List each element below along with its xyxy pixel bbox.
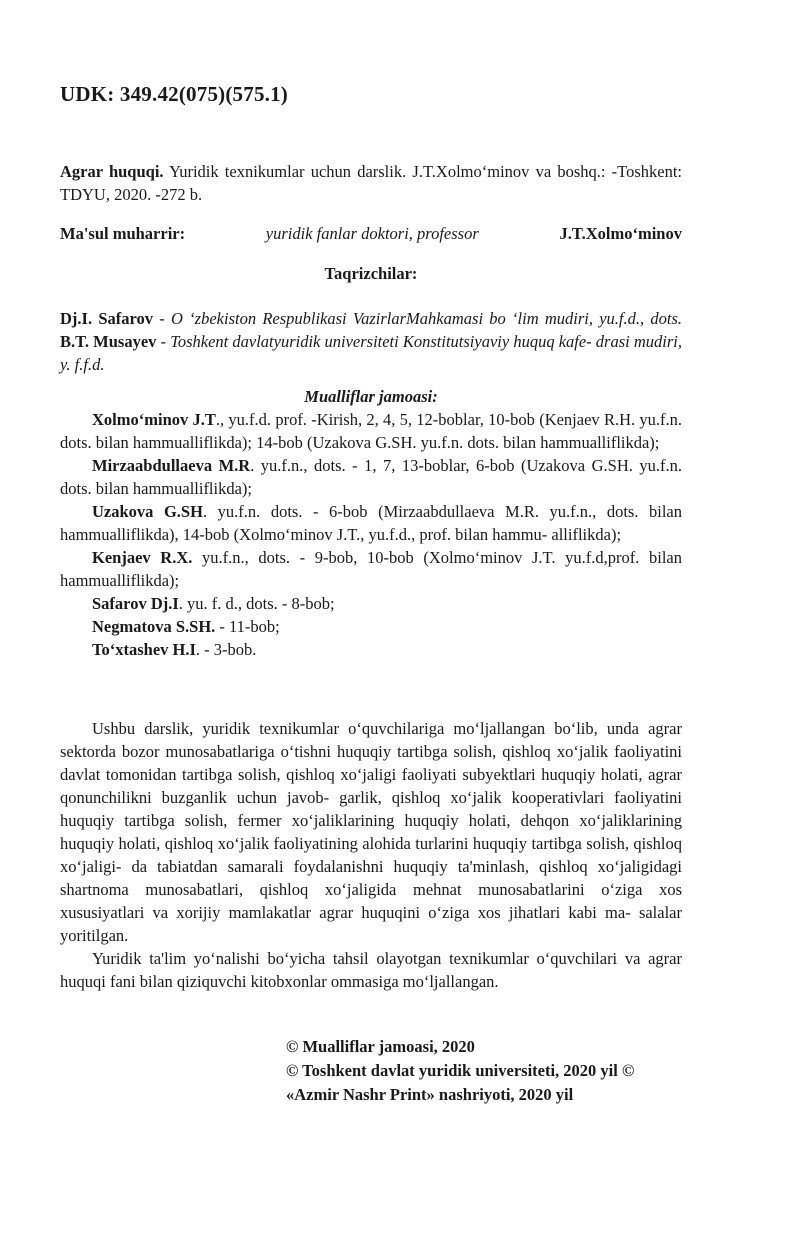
author-entry [60,454,682,500]
copyright-line-1: © Mualliflar jamoasi, 2020 [286,1037,475,1056]
bibliographic-entry [60,160,682,206]
reviewer-1-name: Dj.I. Safarov [60,309,154,328]
author-name: Xolmo‘minov J.T [92,410,216,429]
copyright-line-2: © Toshkent davlat yuridik universiteti, 2020 yil © [286,1061,635,1080]
reviewers-list [60,307,682,376]
reviewer-2-name: B.T. Musayev [60,332,157,351]
copyright-block [286,1035,706,1107]
author-contribution: - 11-bob; [215,617,280,636]
annotation-paragraph-2: Yuridik ta'lim yo‘nalishi bo‘yicha tahsil olayotgan texnikumlar o‘quvchilari va agrar huquqi fani bilan qiziquvchi kitobxonlar ommasiga mo‘ljallangan. [60,949,682,991]
reviewer-2-dash: - [156,332,171,351]
author-contribution: . - 3-bob. [195,640,257,659]
annotation-paragraph-1: Ushbu darslik, yuridik texnikumlar o‘quvchilariga mo‘ljallangan bo‘lib, unda agrar sektorda bozor munosabatlariga o‘tishni huquqiy tartibga solish, qishloq xo‘jalik faoliyatini davlat tomonidan tartibga solish, qishloq xo‘jaligi faoliyati subyektlari huquqiy holati, agrar qonunchilikni buzganlik uchun javob- garlik, qishloq xo‘jalik kooperativlari faoliyatini huquqiy tartibga solish, fermer xo‘jaliklarining huquqiy holati, dehqon xo‘jaliklarining huquqiy holati, qishloq xo‘jalik faoliyatining alohida turlarini huquqiy tartibga solish, qishloq xo‘jaligi- da tabiatdan samarali foydalanishni huquqiy ta'minlash, qishloq xo‘jaligidagi shartnoma munosabatlari, qishloq xo‘jaligida mehnat munosabatlarini o‘ziga xos xususiyatlari va xorijiy mamlakatlar agrar huquqini o‘ziga xos jihatlari kabi ma- salalar yoritilgan. [60,719,682,945]
book-title: Agrar huquqi. [60,162,164,181]
author-name: Negmatova S.SH. [92,617,216,636]
author-name: Safarov Dj.I [92,594,179,613]
copyright-line-3: «Azmir Nashr Print» nashriyoti, 2020 yil [286,1085,574,1104]
author-entry [60,638,682,661]
reviewer-1-desc: O ‘zbekiston Respublikasi VazirlarMahkamasi bo ‘lim mudiri, yu.f.d., dots. [171,309,683,328]
author-contribution: . yu.f.n. dots. - 6-bob (Mirzaabdullaeva M.R. yu.f.n., dots. bilan hammualliflikda), 14-bob (Xolmo‘minov J.T., yu.f.d., prof. bilan hammu- alliflikda); [60,502,682,544]
responsible-editor [60,222,682,245]
author-entry [60,615,682,638]
editor-role: yuridik fanlar doktori, professor [265,224,479,243]
reviewer-1-dash: - [153,309,172,328]
author-contribution: . yu.f.n., dots. - 1, 7, 13-boblar, 6-bob (Uzakova G.SH. yu.f.n. dots. bilan hammualliflikda); [60,456,682,498]
editor-label: Ma'sul muharrir: [60,224,186,243]
bibliographic-details: Yuridik texnikumlar uchun darslik. J.T.Xolmo‘minov va boshq.: -Toshkent: TDYU, 2020. -272 b. [60,162,682,204]
author-contribution: ., yu.f.d. prof. -Kirish, 2, 4, 5, 12-boblar, 10-bob (Kenjaev R.H. yu.f.n. dots. bilan hammualliflikda); 14-bob (Uzakova G.SH. yu.f.n. dots. bilan hammualliflikda); [60,410,683,452]
author-entry [60,500,682,546]
reviewer-2-desc: Toshkent davlatyuridik universiteti Konstitutsiyaviy huquq kafe- drasi mudiri, y. f.f.d. [60,332,682,374]
author-entry [60,592,682,615]
reviewers-heading: Taqrizchilar: [324,264,418,283]
author-contribution: . yu. f. d., dots. - 8-bob; [178,594,335,613]
authors-heading: Mualliflar jamoasi: [304,387,438,406]
author-name: Kenjaev R.X. [92,548,193,567]
author-name: Uzakova G.SH [92,502,203,521]
author-entry [60,408,682,454]
authors-section [60,385,682,661]
author-name: Mirzaabdullaeva M.R [92,456,251,475]
annotation [60,717,682,993]
udk-code: UDK: 349.42(075)(575.1) [60,82,288,106]
author-contribution: yu.f.n., dots. - 9-bob, 10-bob (Xolmo‘minov J.T. yu.f.d,prof. bilan hammualliflikda); [60,548,683,590]
author-entry [60,546,682,592]
editor-name: J.T.Xolmo‘minov [559,224,682,243]
author-name: To‘xtashev H.I [92,640,196,659]
